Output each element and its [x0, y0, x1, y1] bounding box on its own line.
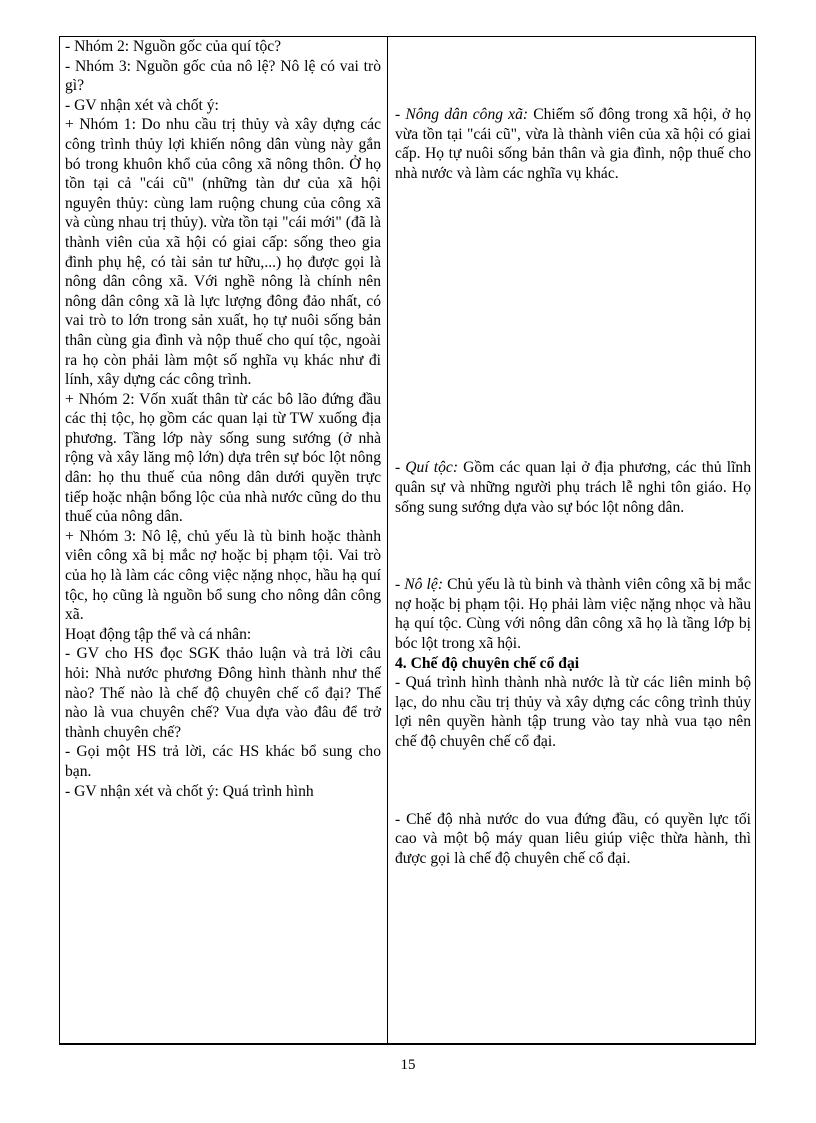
- table-bottom-border: [60, 1043, 755, 1044]
- section-4-heading: 4. Chế độ chuyên chế cổ đại: [395, 654, 580, 672]
- slave-paragraph: [395, 575, 751, 653]
- group1-answer: + Nhóm 1: Do nhu cầu trị thủy và xây dựng các công trình thủy lợi khiến nông dân vùng này gắn bó trong khuôn khổ của công xã nông thôn. Ở họ tồn tại cả "cái cũ" (những tàn dư của xã hội nguyên thủy: cùng lam ruộng chung của công xã và cùng nhau trị thủy). vừa tồn tại "cái mới" (đã là thành viên của xã hội có giai cấp: sống theo gia đình phụ hệ, có tài sản tư hữu,...) họ được gọi là nông dân công xã. Với nghề nông là chính nên nông dân công xã là lực lượng đông đảo nhất, có vai trò to lớn trong sản xuất, họ tự nuôi sống bản thân cùng gia đình và nộp thuế cho quí tộc, ngoài ra họ còn phải làm một số nghĩa vụ khác như đi lính, xây dựng các công trình.: [65, 116, 381, 389]
- group3-question: - Nhóm 3: Nguồn gốc của nô lệ? Nô lệ có vai trò gì?: [65, 57, 381, 95]
- discussion-prompt: - GV cho HS đọc SGK thảo luận và trả lời câu hỏi: Nhà nước phương Đông hình thành như thế nào? Thế nào là chế độ chuyên chế cổ đại? Thế nào là vua chuyên chế? Vua dựa vào đâu để trở thành chuyên chế?: [65, 645, 381, 741]
- spacer: [395, 183, 751, 458]
- slave-label: - Nô lệ:: [395, 576, 444, 594]
- group2-answer: + Nhóm 2: Vốn xuất thân từ các bô lão đứng đầu các thị tộc, họ gồm các quan lại từ TW xuống địa phương. Tầng lớp này sống sung sướng (ở nhà rộng và xây lăng mộ lớn) dựa trên sự bóc lột nông dân: họ thu thuế của nông dân dưới quyền trực tiếp hoặc nhận bổng lộc của nhà nước cũng do thu thuế của nông dân.: [65, 390, 381, 526]
- student-answer-instruction: - Gọi một HS trả lời, các HS khác bổ sung cho bạn.: [65, 743, 381, 780]
- spacer: [395, 517, 751, 575]
- farmer-label: - Nông dân công xã:: [395, 106, 529, 123]
- spacer: [395, 752, 751, 810]
- teacher-conclusion-2: - GV nhận xét và chốt ý: Quá trình hình: [65, 782, 314, 800]
- page-number: 15: [400, 1057, 416, 1073]
- nobility-text: Gồm các quan lại ở địa phương, các thủ lĩnh quân sự và những người phụ trách lễ nghi tôn giáo. Họ sống sung sướng dựa vào sự bóc lột nông dân.: [395, 459, 751, 516]
- slave-text: Chủ yếu là tù binh và thành viên công xã bị mắc nợ hoặc bị phạm tội. Họ phải làm việc nặng nhọc và hầu hạ quí tộc. Cùng với nông dân công xã họ là tầng lớp bị bóc lột trong xã hội.: [395, 576, 751, 652]
- group3-answer: + Nhóm 3: Nô lệ, chủ yếu là tù binh hoặc thành viên công xã bị mắc nợ hoặc bị phạm tội. Vai trò của họ là làm các công việc nặng nhọc, hầu hạ quí tộc, họ cũng là nguồn bổ sung cho nông dân công xã.: [65, 527, 381, 624]
- right-column-content: [395, 37, 751, 868]
- activity-heading: Hoạt động tập thể và cá nhân:: [65, 625, 252, 643]
- teacher-conclusion-intro: - GV nhận xét và chốt ý:: [65, 96, 219, 114]
- nobility-label: - Quí tộc:: [395, 459, 459, 477]
- spacer: [395, 37, 751, 105]
- nobility-paragraph: [395, 458, 751, 517]
- farmer-text: Chiếm số đông trong xã hội, ở họ vừa tồn tại "cái cũ", vừa là thành viên của xã hội có giai cấp. Họ tự nuôi sống bản thân và gia đình, nộp thuế cho nhà nước và làm các nghĩa vụ khác.: [395, 106, 751, 182]
- content-table: [59, 36, 756, 1045]
- group2-question: - Nhóm 2: Nguồn gốc của quí tộc?: [65, 38, 282, 55]
- despotism-definition-paragraph: - Chế độ nhà nước do vua đứng đầu, có quyền lực tối cao và một bộ máy quan liêu giúp việc thừa hành, thì được gọi là chế độ chuyên chế cổ đại.: [395, 810, 751, 867]
- column-divider: [387, 37, 388, 1044]
- state-formation-paragraph: - Quá trình hình thành nhà nước là từ các liên minh bộ lạc, do nhu cầu trị thủy và xây dựng các công trình thủy lợi nên quyền hành tập trung vào tay nhà vua tạo nên chế độ chuyên chế cổ đại.: [395, 674, 751, 750]
- farmer-paragraph: [395, 105, 751, 183]
- left-column-activities: [65, 37, 381, 801]
